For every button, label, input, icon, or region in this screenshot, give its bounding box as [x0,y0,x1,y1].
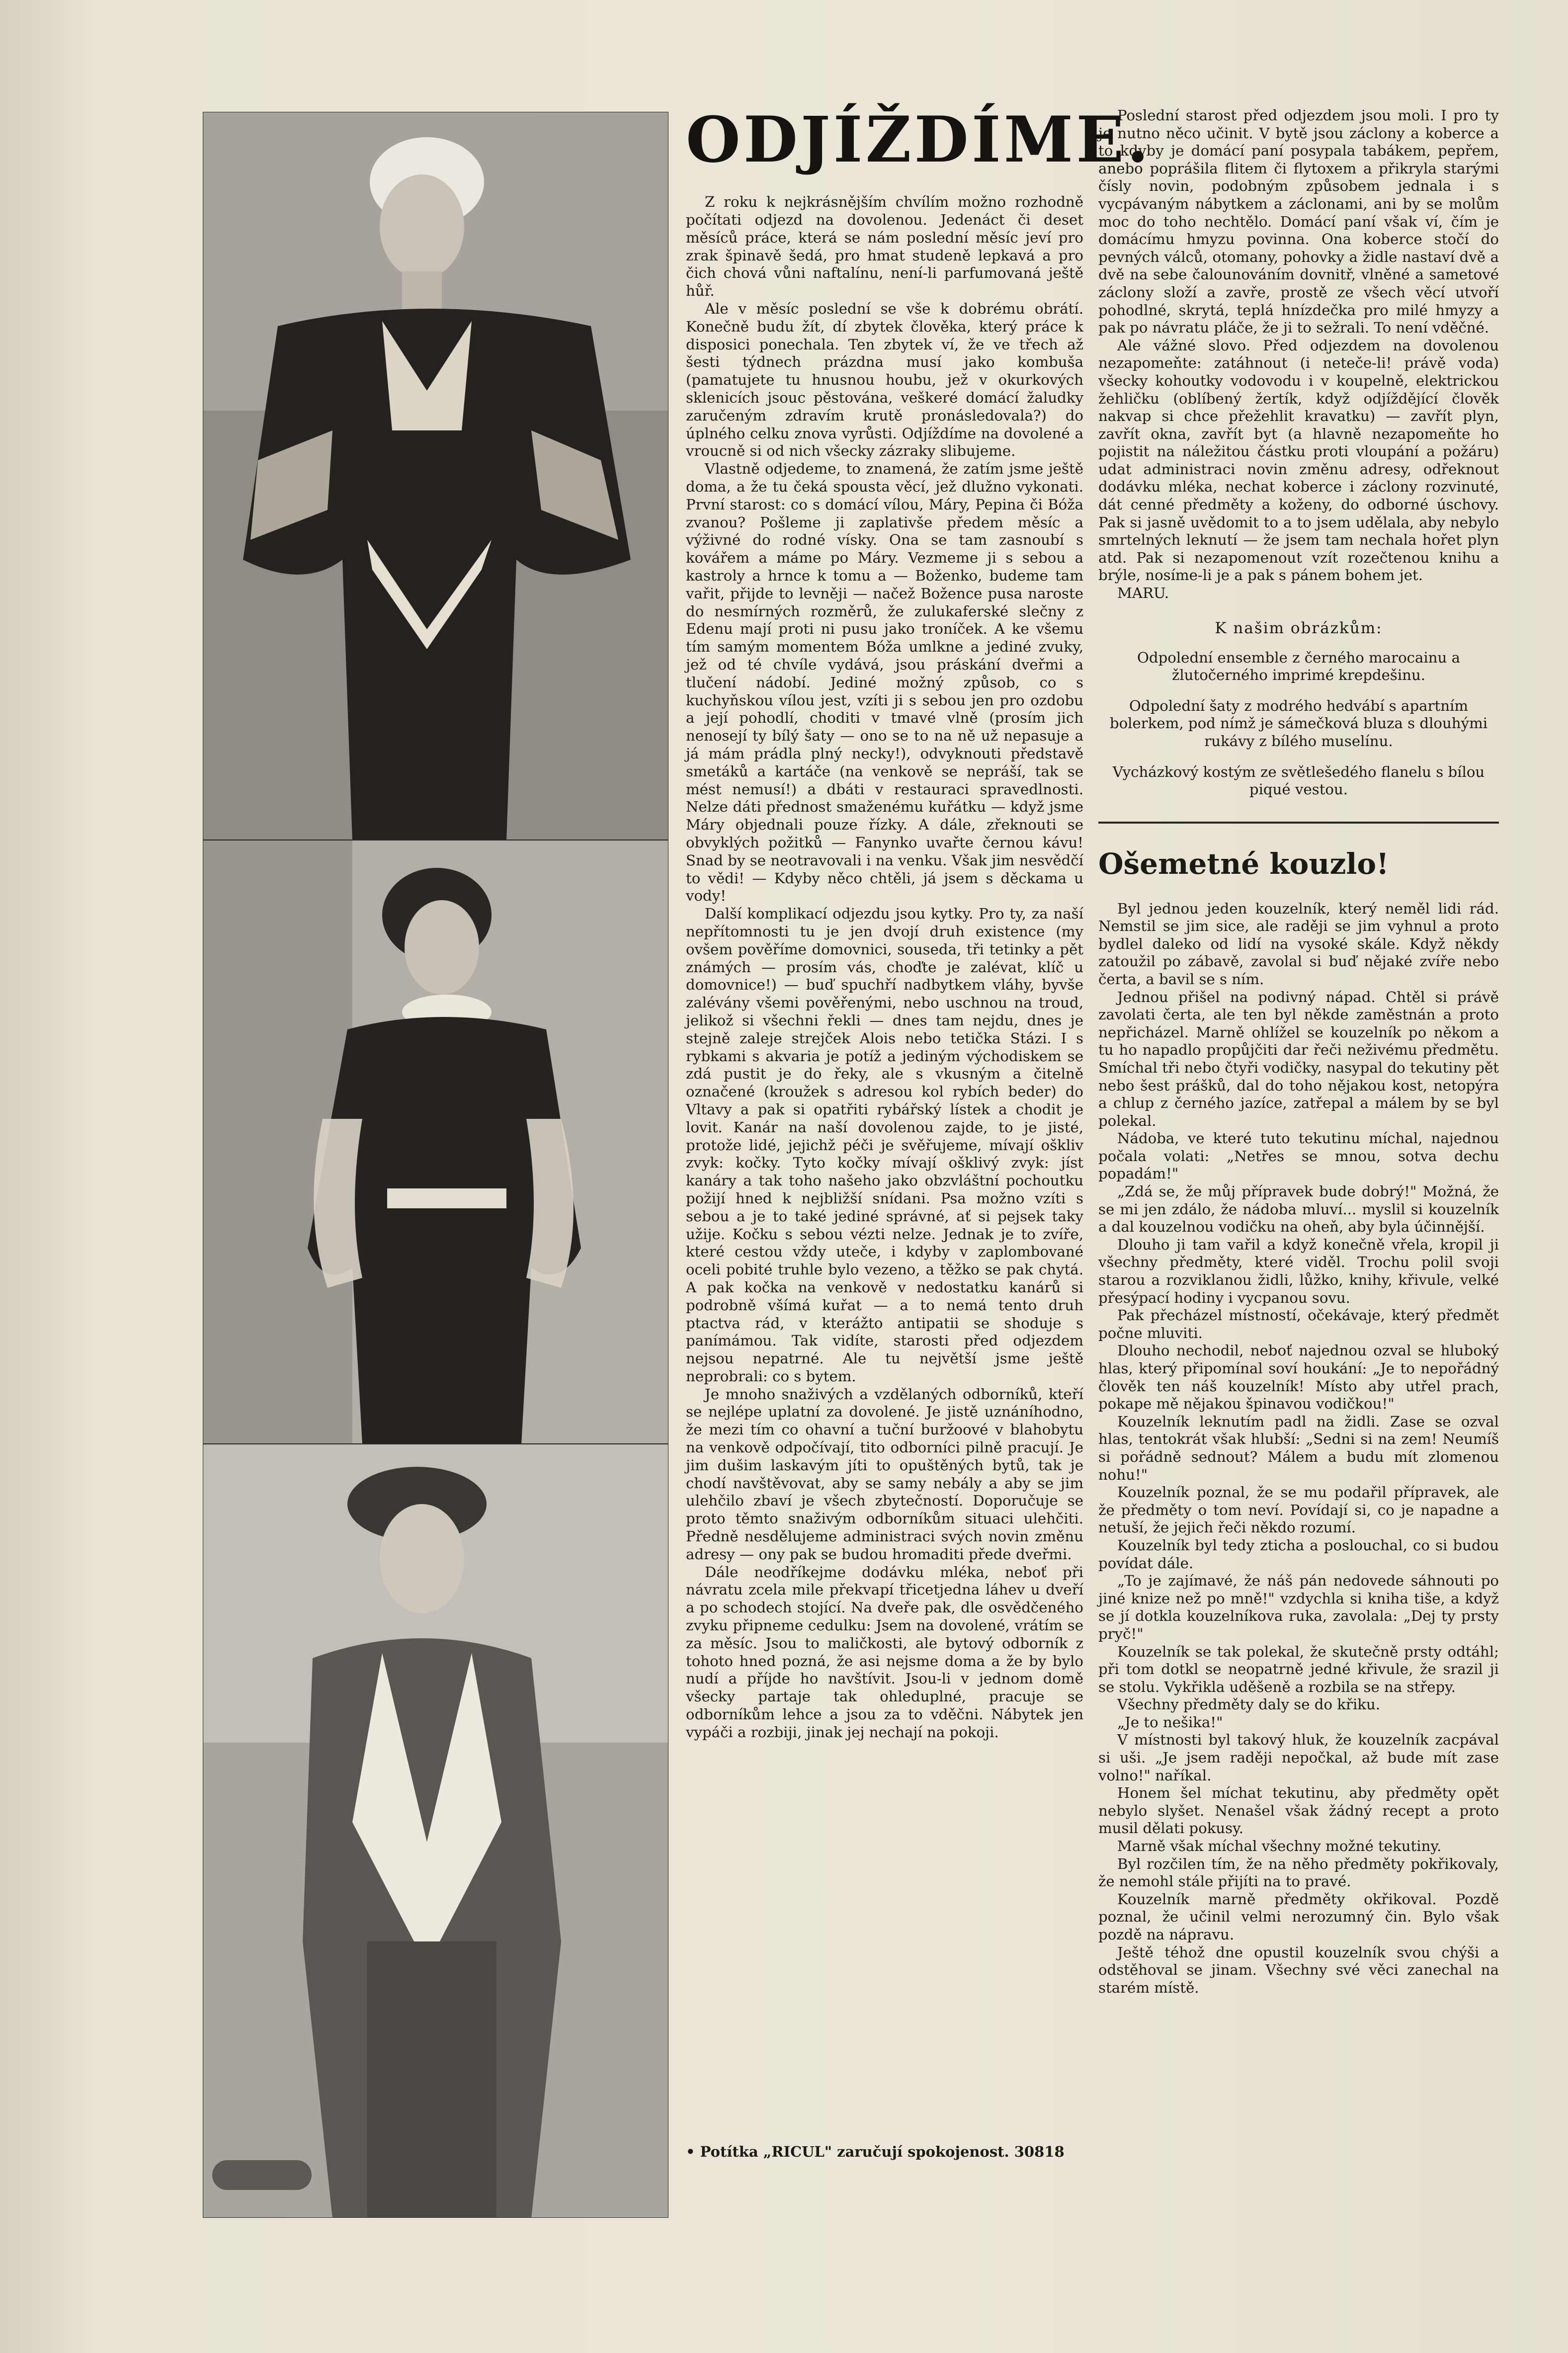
story-title: Ošemetné kouzlo! [1098,846,1389,881]
author-signature: MARU. [1117,585,1169,602]
article-body [686,193,1083,1741]
story-paragraph: Kouzelník poznal, že se mu podařil přípravek, ale že předměty o tom neví. Povídají si, co je napadne a netuší, že jejich řeči někdo rozumí. [1098,1484,1499,1536]
story-paragraph: Jednou přišel na podivný nápad. Chtěl si právě zavolati čerta, ale ten byl někde zaměstnán a proto nepřicházel. Marně ohlížel se kouzelník po někom a tu ho napadlo propůjčiti dar řeči neživému předmětu. Smíchal tři nebo čtyři vodičky, nasypal do tekutiny pět nebo šest prášků, dal do toho nějakou kost, netopýra a chlup z černého jazíce, zatřepal a málem by se byl polekal. [1098,988,1499,1129]
right-column [1098,107,1499,1997]
caption: Odpolední ensemble z černého marocainu a žlutočerného imprimé krepdešinu. [1137,649,1461,684]
story-paragraph: Nádoba, ve které tuto tekutinu míchal, najednou počala volati: „Netřes se mnou, sotva dechu popadám!" [1098,1130,1499,1182]
article-title: ODJÍŽDÍME. [686,103,1152,176]
story-paragraph: Všechny předměty daly se do křiku. [1117,1696,1381,1713]
woman-in-black-ensemble-figure [203,112,668,840]
story-paragraph: Kouzelník leknutím padl na židli. Zase se ozval hlas, tentokrát však hlubší: „Sedni si na zem! Neumíš si pořádně sednout? Málem a budu mít zlomenou nohu!" [1098,1413,1499,1483]
sidebar-paragraph: Ale vážné slovo. Před odjezdem na dovolenou nezapomeňte: zatáhnout (i neteče-li! právě voda) všecky kohoutky vodovodu i v koupelně, elektrickou žehličku (oblíbený žertík, když odjíždějící člověk nakvap si chce přežehlit kravatku) — zavřít plyn, zavřít okna, zavřít byt (a hlavně nezapomeňte ho pojistit na náležitou částku proti vloupání a požáru) udat administraci novin změnu adresy, odřeknout dodávku mléka, nechat koberce i záclony rozvinuté, dát cenné předměty a koženy, do odborné úschovy. Pak si jasně uvědomit to a to jsem udělala, aby nebylo smrtelných leknutí — že jsem tam nechala hořet plyn atd. Pak si nezapomenout vzít rozečtenou knihu a brýle, nosíme-li je a pak s pánem bohem jet. [1098,336,1499,584]
story-paragraph: Byl jednou jeden kouzelník, který neměl lidi rád. Nemstil se jim sice, ale raději se jim vyhnul a proto bydlel daleko od lidí na vysoké skále. Když někdy zatoužil po zábavě, zavolal si buď nějaké zvíře nebo čerta, a bavil se s ním. [1098,900,1499,988]
story-paragraph: Marně však míchal všechny možné tekutiny. [1117,1838,1442,1855]
advertisement: • Potítka „RICUL" zaručují spokojenost. 30818 [686,2143,1065,2160]
article-paragraph: Dále neodříkejme dodávku mléka, neboť při návratu zcela mile překvapí třicetjedna láhev u dveří a po schodech stojící. Na dveře pak, dle osvědčeného zvyku připneme cedulku: Jsem na dovolené, vrátím se za měsíc. Jsou to maličkosti, ale bytový odborník z tohoto hned pozná, že asi nejsme doma a že by bylo nudí a příjde ho navštívit. Jsou-li v jednom domě všecky partaje tak ohleduplné, pracuje se odborníkům lehce a jsou za to vděčni. Nábytek jen vypáči a rozbiji, jinak jej nechají na pokoji. [686,1563,1083,1741]
fashion-photo-2 [203,840,668,1444]
article-paragraph: Ale v měsíc poslední se vše k dobrému obrátí. Konečně budu žít, dí zbytek člověka, který práce k disposici ponechala. Ten zbytek ví, že ve třech až šesti týdnech prázdna musí jako kombuša (pamatujete tu hnusnou houbu, jež v okurkových sklenicích jsouc pěstována, veškeré domácí žaludky zaručeným zdravím krutě pronásledovala?) do úplného celku znova vyrůsti. Odjíždíme na dovolené a vroucně si od nich všecky zázraky slibujeme. [686,300,1083,460]
woman-in-flannel-suit-figure [203,1444,668,2218]
story-paragraph: Dlouho ji tam vařil a když konečně vřela, kropil ji všechny předměty, které viděl. Trochu polil svoji starou a rozviklanou židli, lůžko, knihy, křivule, velké přesýpací hodiny i vycpanou sovu. [1098,1236,1499,1306]
woman-in-blue-dress-figure [203,840,668,1444]
photo-captions [1098,649,1499,799]
story-paragraph: Kouzelník se tak polekal, že skutečně prsty odtáhl; při tom dotkl se neopatrně jedné křivule, že srazil ji se stolu. Vykřikla uděšeně a rozbila se na střepy. [1098,1643,1499,1695]
photographer-signature [212,2160,312,2190]
fashion-photo-1 [203,112,668,840]
story-paragraph: „Zdá se, že můj přípravek bude dobrý!" Možná, že se mi jen zdálo, že nádoba mluví... myslil si kouzelník a dal kouzelnou vodičku na oheň, aby byla účinnější. [1098,1183,1499,1236]
article-paragraph: Z roku k nejkrásnějším chvílím možno rozhodně počítati odjezd na dovolenou. Jedenáct či deset měsíců práce, která se nám poslední měsíc jeví pro zrak špinavě šedá, pro hmat studeně lepkavá a pro čich chová vůni naftalínu, není-li parfumovaná ještě hůř. [686,193,1083,300]
story-paragraph: Ještě téhož dne opustil kouzelník svou chýši a odstěhoval se jinam. Všechny své věci zanechal na starém místě. [1098,1943,1499,1996]
story-paragraph: Kouzelník byl tedy zticha a poslouchal, co si budou povídat dále. [1098,1536,1499,1572]
story-paragraph: Honem šel míchat tekutinu, aby předměty opět nebylo slyšet. Nenašel však žádný recept a proto musil dělati pokusy. [1098,1784,1499,1837]
article-paragraph: Další komplikací odjezdu jsou kytky. Pro ty, za naší nepřítomnosti tu je jen dvojí druh existence (my ovšem pověříme domovnici, souseda, tři tetinky a pět známých — prosím vás, choďte je zalévat, klíč u domovnice!) — buď spuchří nadbytkem vláhy, byvše zalévány všemi pověřenými, nebo uschnou na troud, jelikož si všechni řekli — dnes tam nejdu, dnes je stejně zaleje strejček Alois nebo tetička Stázi. I s rybkami s akvaria je potíž a jediným východiskem se zdá pustit je do řeky, ale s vkusným a čitelně označené (kroužek s adresou kol rybích beder) do Vltavy a pak si opatřiti rybářský lístek a chodit je lovit. Kanár na naší dovolenou zajde, to je jisté, protože lidé, jejichž péči je svěřujeme, mívají oškliv zvyk: kočky. Tyto kočky mívají ošklivý zvyk: jíst kanáry a tak toho našeho jako obzvláštní pochoutku požijí hned k nejbližší snídani. Psa možno vzíti s sebou a je to také jediné správné, ať si pejsek taky užije. Kočku s sebou vézti nelze. Jednak je to zvíře, které cestou vždy uteče, i kdyby v zaplombované oceli pobité truhle bylo vezeno, a těžko se pak chytá. A pak kočka na venkově v nedostatku kanárů si podrobně všímá kuřat — a to nemá tento druh ptactva rád, v kterážto antipatii se shoduje s panímámou. Tak vidíte, starosti před odjezdem nejsou nepatrné. Ale tu největší jsme ještě neprobrali: co s bytem. [686,905,1083,1385]
section-divider [1098,822,1499,824]
story-body [1098,900,1499,1997]
story-paragraph: Byl rozčilen tím, že na něho předměty pokřikovaly, že nemohl stále přijíti na to pravé. [1098,1855,1499,1890]
article-paragraph: Vlastně odjedeme, to znamená, že zatím jsme ještě doma, a že tu čeká spousta věcí, jež dlužno vykonati. První starost: co s domácí vílou, Máry, Pepina či Bóža zvanou? Pošleme ji zaplativše předem měsíc a výživné do rodné vísky. Ona se tam zasnoubí s kovářem a máme po Máry. Vezmeme ji s sebou a kastroly a hrnce k tomu a — Boženko, budeme tam vařit, přijde to levněji — načež Božence pusa naroste do nesmírných rozměrů, že zulukaferské slečny z Edenu mají proti ni pusu jako troníček. A ke všemu tím samým momentem Bóža umlkne a jediné zvuky, jež od té chvíle vydává, jsou práskání dveřmi a tlučení nádobí. Jediné možný způsob, co s kuchyňskou vílou jest, vzíti ji s sebou jen pro ozdobu a její pohodlí, choditi v tmavé vlně (prosím jich nenosejí ty bílý šaty — ono se to na ně už nepasuje a já mám prádla plný necky!), odvyknouti představě smetáků a kartáče (na venkově se nepráší, tak se mést nemusí!) a dbáti v restauraci spravedlnosti. Nelze dáti přednost smaženému kuřátku — když jsme Máry objednali pouze řízky. A dále, zřeknouti se obvyklých požitků — Fanynko uvařte černou kávu! Snad by se neotravovali i na venku. Však jim nesvědčí to vědi! — Kdyby něco chtěli, já jsem s děckama u vody! [686,460,1083,905]
story-paragraph: Kouzelník marně předměty okřikoval. Pozdě poznal, že učinil velmi nerozumný čin. Bylo však pozdě na nápravu. [1098,1890,1499,1943]
fashion-photo-3 [203,1444,668,2218]
story-paragraph: Dlouho nechodil, neboť najednou ozval se hluboký hlas, který připomínal soví houkání: „Je to nepořádný člověk ten náš kouzelník! Místo aby utřel prach, pokape mě nějakou špinavou vodičkou!" [1098,1342,1499,1413]
story-paragraph: „To je zajímavé, že náš pán nedovede sáhnouti po jiné knize než po mně!" vzdychla si kniha tiše, a když se jí dotkla kouzelníkova ruka, zavolala: „Dej ty prsty pryč!" [1098,1572,1499,1642]
article-paragraph: Je mnoho snaživých a vzdělaných odborníků, kteří se nejlépe uplatní za dovolené. Je jistě uznáníhodno, že mezi tím co ohavní a tuční buržoové v blahobytu na venkově odpočívají, tito odborníci pilně pracují. Je jim dušim laskavým jíti to opuštěných bytů, tak je chodí navštěvovat, aby se samy nebály a aby se jim ulehčilo zbaví je všech zbytečností. Doporučuje se proto těmto snaživým odborníkům situaci ulehčiti. Předně nesdělujeme administraci svých novin změnu adresy — ony pak se budou hromaditi přede dveřmi. [686,1385,1083,1563]
captions-heading: K našim obrázkům: [1215,619,1383,637]
caption: Odpolední šaty z modrého hedvábí s apartním bolerkem, pod nímž je sámečková bluza s dlouhými rukávy z bílého muselínu. [1109,697,1488,750]
story-paragraph: V místnosti byl takový hluk, že kouzelník zacpával si uši. „Je jsem raději nepočkal, až bude mít zase volno!" naříkal. [1098,1731,1499,1784]
caption: Vycházkový kostým ze světlešedého flanelu s bílou piqué vestou. [1112,763,1485,798]
story-paragraph: „Je to nešika!" [1117,1713,1223,1731]
story-paragraph: Pak přecházel místností, očekávaje, který předmět počne mluviti. [1098,1307,1499,1342]
photo-column [203,112,667,2218]
sidebar-paragraph: Poslední starost před odjezdem jsou moli. I pro ty je nutno něco učinit. V bytě jsou záclony a koberce a to kdyby je domácí paní posypala tabákem, pepřem, anebo poprášila flitem či flytoxem a přikryla starými čísly novin, podobným způsobem jednala i s vycpávaným nábytkem a záclonami, ani by se molům moc do toho nechtělo. Domácí paní však ví, čím je domácímu hmyzu povinna. Ona koberce stočí do pevných válců, otomany, pohovky a židle nastaví dvě a dvě na sebe čalounováním dovnitř, vlněné a sametové záclony složí a zavře, prostě ze všech věcí utvoří pohodlné, skrytá, teplá hnízdečka pro milé hmyzy a pak po návratu pláče, že ji to sežrali. To není vděčné. [1098,107,1499,336]
